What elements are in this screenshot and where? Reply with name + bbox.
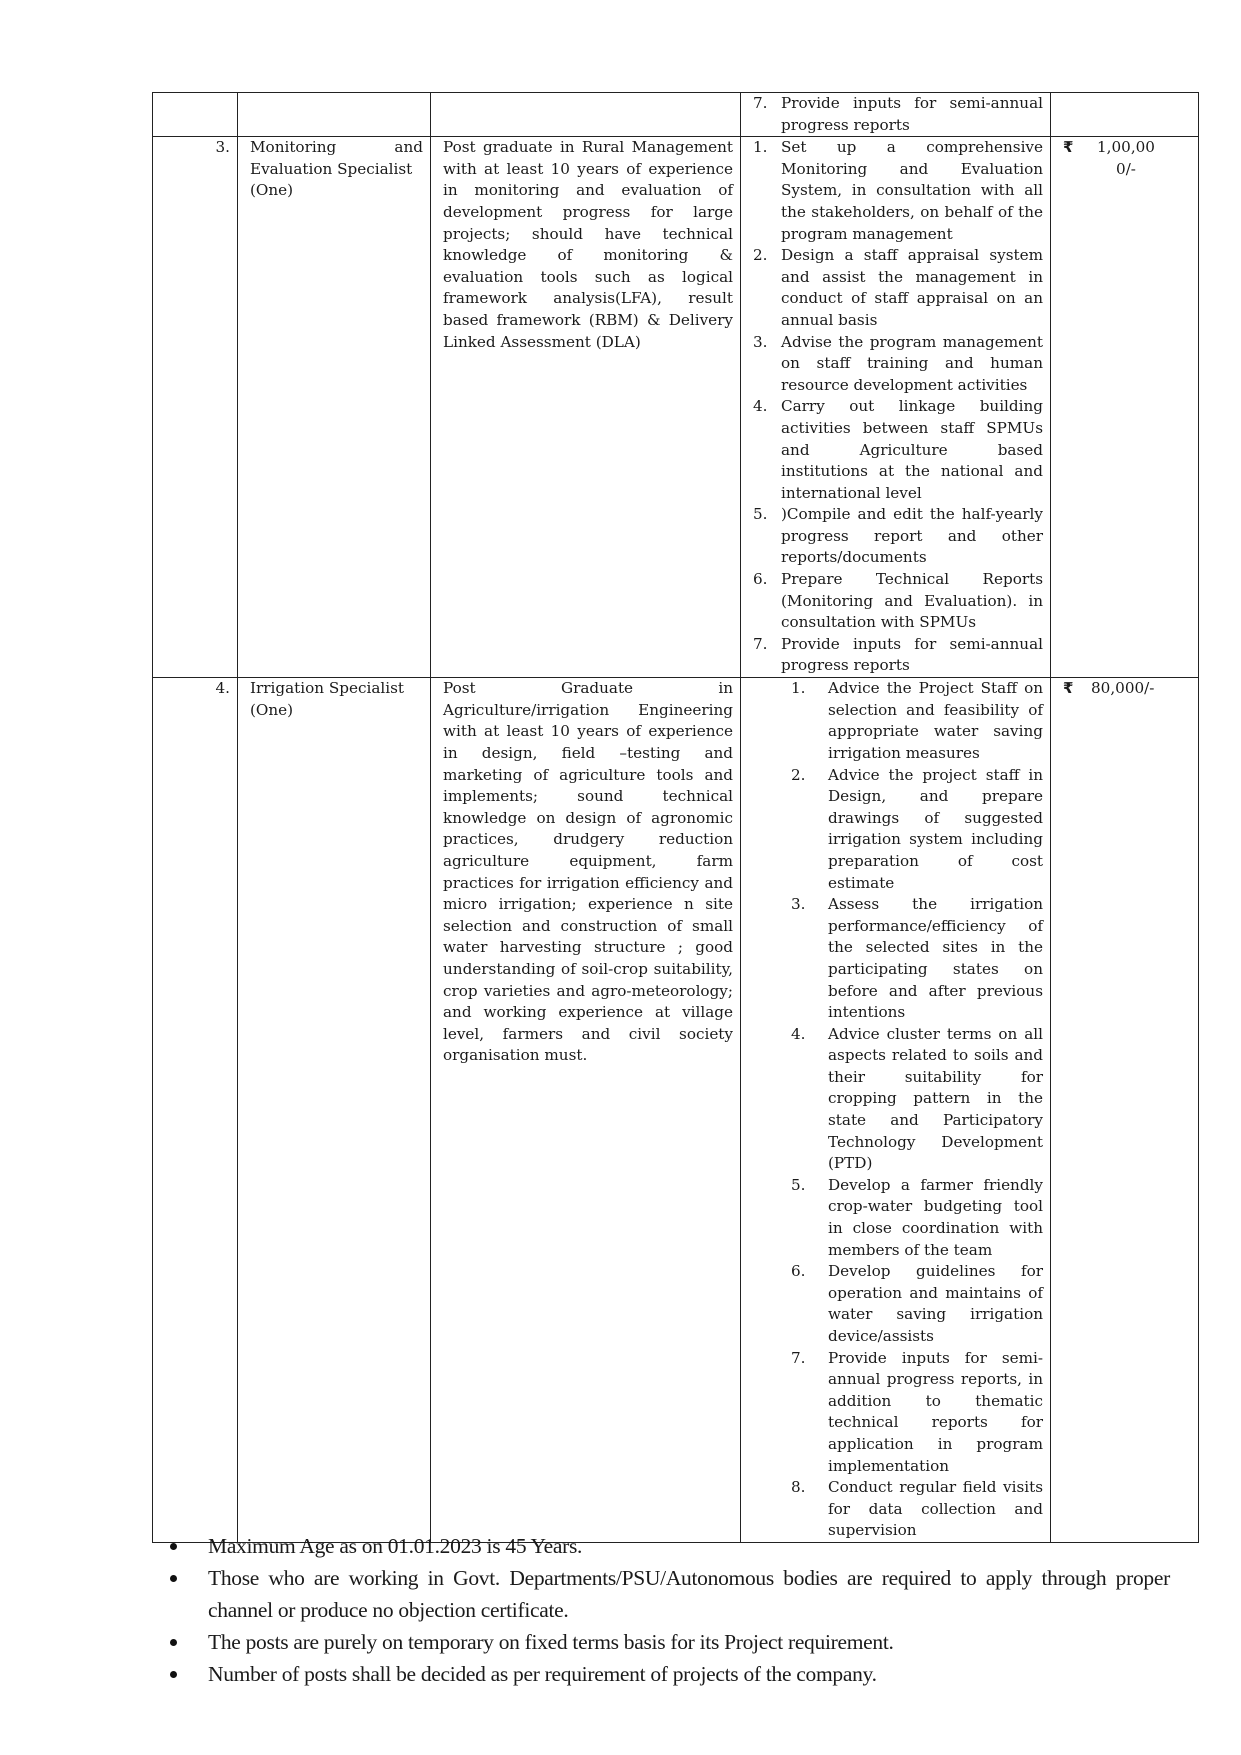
note-text: Number of posts shall be decided as per requirement of projects of the company. (208, 1662, 877, 1686)
bullet-icon (170, 1575, 177, 1582)
duty-item (753, 765, 1043, 895)
duty-item (753, 1261, 1043, 1347)
duties-list (753, 93, 1043, 136)
duty-number: 5. (791, 1175, 806, 1194)
duty-item (753, 894, 1043, 1024)
duty-item (753, 634, 1043, 677)
post-title-cell (238, 93, 431, 137)
note-text: Maximum Age as on 01.01.2023 is 45 Years. (208, 1534, 583, 1558)
note-text: Those who are working in Govt. Departments/PSU/Autonomous bodies are required to apply through proper channel or produce no objection certificate. (208, 1566, 1170, 1622)
posts-table (152, 92, 1199, 1543)
pay-cell (1051, 137, 1199, 678)
notes-list (160, 1530, 1170, 1690)
duty-text: Carry out linkage building activities between staff SPMUs and Agriculture based institutions at the national and international level (781, 397, 1043, 502)
post-title: Monitoring and Evaluation Specialist (250, 138, 423, 178)
duties-cell (741, 137, 1051, 678)
pay-amount: 80,000/- (1091, 679, 1155, 698)
duty-text: Develop guidelines for operation and maintains of water saving irrigation device/assists (828, 1262, 1043, 1345)
duty-number: 2. (791, 765, 806, 784)
pay-cell (1051, 93, 1199, 137)
duty-text: Set up a comprehensive Monitoring and Evaluation System, in consultation with all the stakeholders, on behalf of the program management (781, 138, 1043, 243)
post-count: (One) (250, 181, 294, 200)
duties-list (753, 137, 1043, 677)
duty-number: 5. (753, 505, 768, 524)
pay-cell (1051, 678, 1199, 1543)
duties-cell (741, 93, 1051, 137)
duty-item (753, 504, 1043, 569)
duty-item (753, 1024, 1043, 1175)
duties-list (753, 678, 1043, 1542)
duty-number: 1. (753, 138, 768, 157)
duty-item (753, 678, 1043, 764)
note-item (160, 1562, 1170, 1626)
duty-text: Conduct regular field visits for data collection and supervision (828, 1478, 1043, 1540)
duty-text: )Compile and edit the half-yearly progress report and other reports/documents (781, 505, 1043, 567)
duty-number: 7. (753, 634, 768, 653)
note-text: The posts are purely on temporary on fixed terms basis for its Project requirement. (208, 1630, 894, 1654)
note-item (160, 1626, 1170, 1658)
duty-text: Design a staff appraisal system and assist the management in conduct of staff appraisal on an annual basis (781, 246, 1043, 329)
bullet-icon (170, 1671, 177, 1678)
duty-item (753, 332, 1043, 397)
duty-number: 3. (753, 332, 768, 351)
duty-item (753, 93, 1043, 136)
pay-line (1063, 137, 1191, 180)
post-title-cell (238, 678, 431, 1543)
duty-item (753, 569, 1043, 634)
duty-text: Provide inputs for semi-annual progress reports (781, 634, 1043, 675)
duty-number: 7. (753, 94, 768, 112)
duty-number: 3. (791, 895, 806, 914)
rupee-icon: ₹ (1063, 138, 1074, 157)
duty-number: 8. (791, 1478, 806, 1497)
qualification-cell: Post graduate in Rural Management with at least 10 years of experience in monitoring and evaluation of development progress for large projects; should have technical knowledge of monitoring & evaluation tools such as logical framework analysis(LFA), result based framework (RBM) & Delivery Linked Assessment (DLA) (431, 137, 741, 678)
qualification-cell (431, 93, 741, 137)
serial-cell: 3. (153, 137, 238, 678)
duty-text: Provide inputs for semi-annual progress reports, in addition to thematic technical reports for application in program implementation (828, 1348, 1043, 1475)
post-title-cell (238, 137, 431, 678)
pay-line (1063, 678, 1191, 700)
duties-cell (741, 678, 1051, 1543)
duty-text: Develop a farmer friendly crop-water budgeting tool in close coordination with members of the team (828, 1175, 1043, 1259)
duty-number: 6. (753, 570, 768, 589)
table-row (153, 678, 1199, 1543)
duty-number: 2. (753, 246, 768, 265)
pay-amount: 1,00,000/- (1097, 138, 1155, 178)
bullet-icon (170, 1639, 177, 1646)
serial-cell (153, 93, 238, 137)
bullet-icon (170, 1543, 177, 1550)
post-count: (One) (250, 700, 294, 719)
note-item (160, 1530, 1170, 1562)
duty-item (753, 1175, 1043, 1261)
duty-number: 6. (791, 1262, 806, 1281)
duty-text: Provide inputs for semi-annual progress reports (781, 94, 1043, 134)
duty-text: Advice the project staff in Design, and prepare drawings of suggested irrigation system including preparation of cost estimate (828, 765, 1043, 892)
duty-text: Advise the program management on staff training and human resource development activities (781, 332, 1043, 394)
duty-text: Assess the irrigation performance/efficiency of the selected sites in the participating states on before and after previous intentions (828, 895, 1043, 1022)
qualification-cell: Post Graduate in Agriculture/irrigation Engineering with at least 10 years of experience in design, field –testing and marketing of agriculture tools and implements; sound technical knowledge on design of agronomic practices, drudgery reduction agriculture equipment, farm practices for irrigation efficiency and micro irrigation; experience n site selection and construction of small water harvesting structure ; good understanding of soil-crop suitability, crop varieties and agro-meteorology; and working experience at village level, farmers and civil society organisation must. (431, 678, 741, 1543)
duty-item (753, 396, 1043, 504)
duty-number: 4. (753, 397, 768, 416)
table-row-continuation (153, 93, 1199, 137)
rupee-icon: ₹ (1063, 679, 1074, 698)
post-title: Irrigation Specialist (250, 679, 405, 698)
table-row (153, 137, 1199, 678)
duty-item (753, 1348, 1043, 1478)
duty-text: Advice the Project Staff on selection and feasibility of appropriate water saving irrigation measures (828, 679, 1043, 762)
duty-item (753, 245, 1043, 331)
duty-item (753, 137, 1043, 245)
duty-number: 7. (791, 1348, 806, 1367)
note-item (160, 1658, 1170, 1690)
duty-text: Advice cluster terms on all aspects related to soils and their suitability for cropping pattern in the state and Participatory Technology Development (PTD) (828, 1024, 1043, 1173)
duty-number: 1. (791, 679, 806, 698)
serial-cell: 4. (153, 678, 238, 1543)
duty-text: Prepare Technical Reports (Monitoring and Evaluation). in consultation with SPMUs (781, 570, 1043, 632)
duty-number: 4. (791, 1024, 806, 1043)
